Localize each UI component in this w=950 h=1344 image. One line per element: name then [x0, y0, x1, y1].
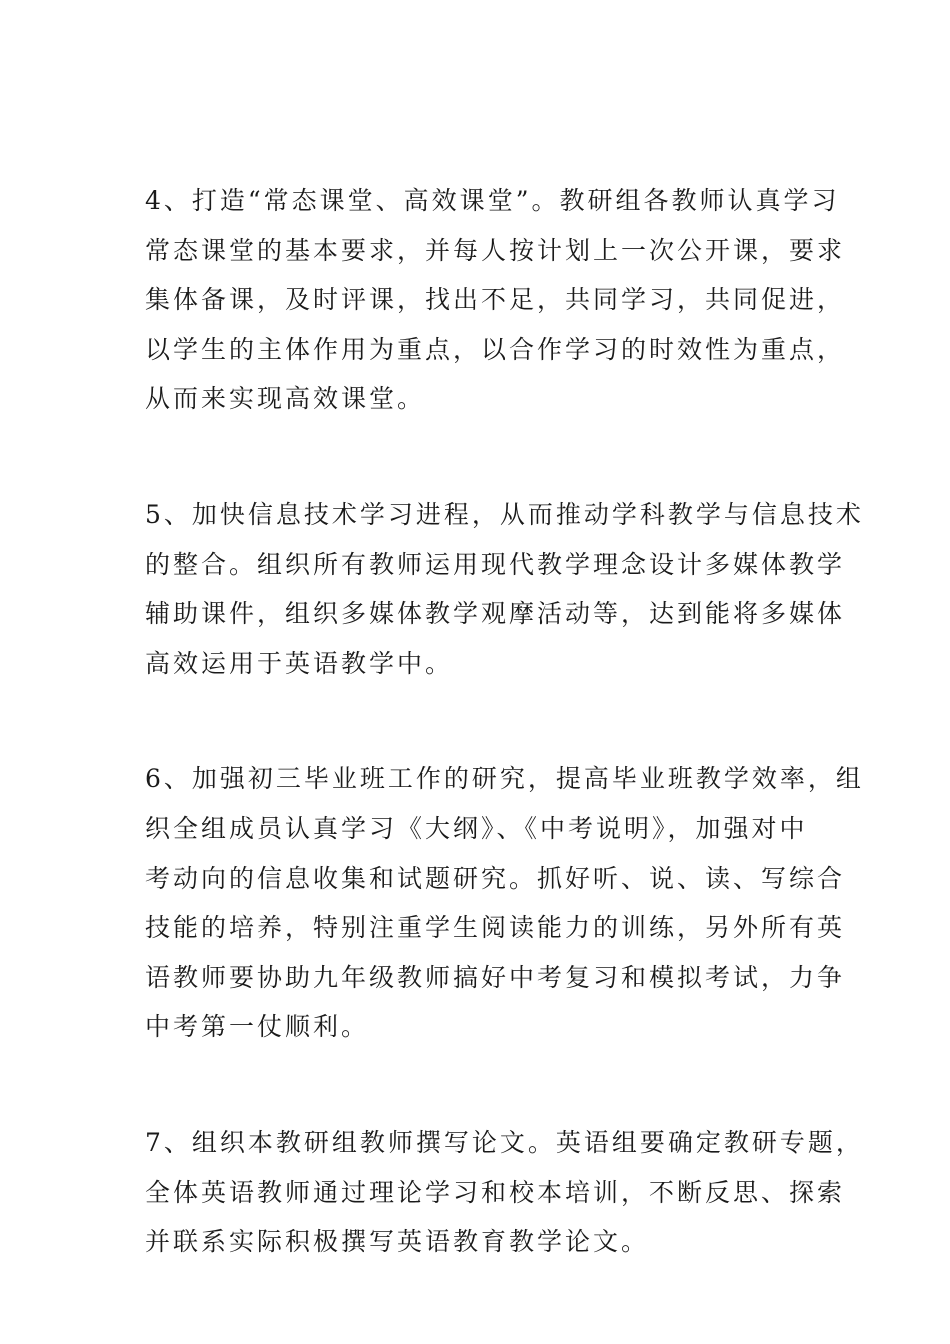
text-line: 集体备课，及时评课，找出不足，共同学习，共同促进，	[145, 285, 846, 315]
text-line: 中考第一仗顺利。	[145, 1012, 370, 1042]
paragraph-spacer	[145, 424, 815, 490]
paragraph-4	[145, 176, 846, 424]
paragraph-spacer	[145, 688, 815, 754]
paragraph-6	[145, 754, 864, 1052]
text-line: 以学生的主体作用为重点，以合作学习的时效性为重点，	[145, 334, 846, 364]
text-line: 技能的培养，特别注重学生阅读能力的训练，另外所有英	[145, 913, 846, 943]
text-line: 并联系实际积极撰写英语教育教学论文。	[145, 1227, 650, 1257]
text-line: 的整合。组织所有教师运用现代教学理念设计多媒体教学	[145, 549, 846, 579]
text-line: 4、打造“常态课堂、高效课堂”。教研组各教师认真学习	[145, 186, 840, 215]
text-line: 常态课堂的基本要求，并每人按计划上一次公开课，要求	[145, 235, 846, 265]
text-line: 从而来实现高效课堂。	[145, 384, 426, 414]
text-line: 织全组成员认真学习《大纲》、《中考说明》，加强对中	[145, 813, 808, 843]
text-line: 7、组织本教研组教师撰写论文。英语组要确定教研专题，	[145, 1127, 864, 1157]
text-line: 考动向的信息收集和试题研究。抓好听、说、读、写综合	[145, 863, 846, 893]
paragraph-7	[145, 1118, 864, 1267]
text-line: 语教师要协助九年级教师搞好中考复习和模拟考试，力争	[145, 962, 846, 992]
text-line: 5、加快信息技术学习进程，从而推动学科教学与信息技术	[145, 499, 864, 529]
document-body	[145, 176, 864, 1267]
text-line: 高效运用于英语教学中。	[145, 648, 454, 678]
text-line: 全体英语教师通过理论学习和校本培训，不断反思、探索	[145, 1177, 846, 1207]
paragraph-5	[145, 490, 864, 688]
text-line: 6、加强初三毕业班工作的研究，提高毕业班教学效率，组	[145, 764, 864, 794]
text-line: 辅助课件，组织多媒体教学观摩活动等，达到能将多媒体	[145, 599, 846, 629]
paragraph-spacer	[145, 1052, 815, 1118]
